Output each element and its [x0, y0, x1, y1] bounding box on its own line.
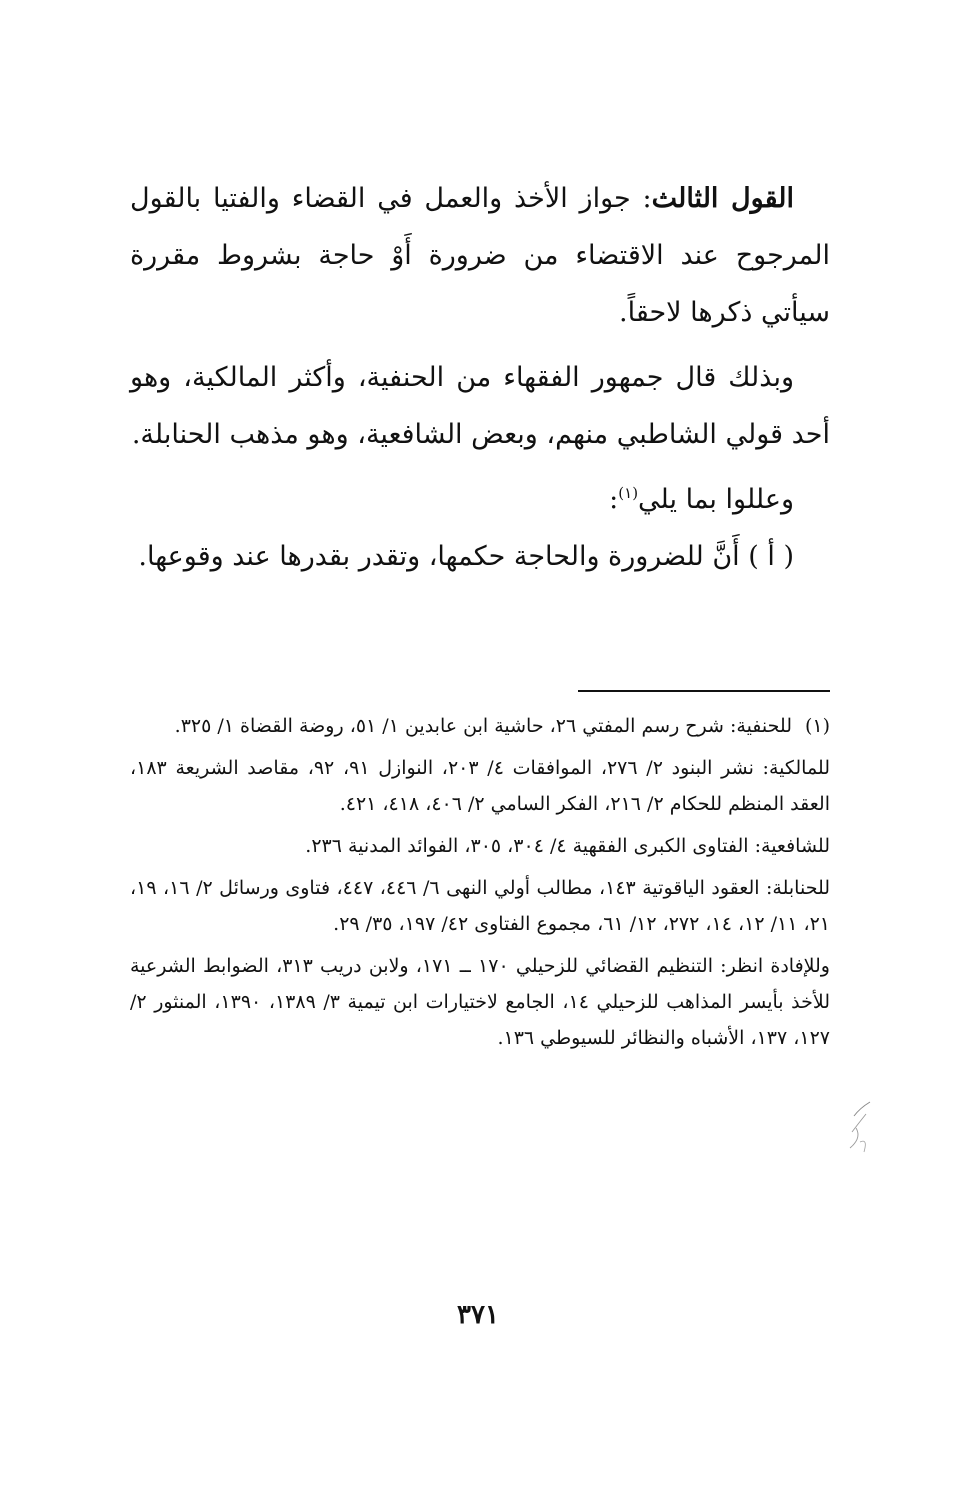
- footnote-maliki: للمالكية: نشر البنود ٢/ ٢٧٦، الموافقات ٤/ ٢٠٣، النوازل ٩١، ٩٢، مقاصد الشريعة ١٨٣، العقد المنظم للحكام ٢/ ٢١٦، الفكر السامي ٢/ ٤٠٦، ٤١٨، ٤٢١.: [130, 757, 831, 815]
- main-text: [130, 170, 830, 585]
- paragraph-point-a: ( أ ) أَنَّ للضرورة والحاجة حكمها، وتقدر بقدرها عند وقوعها.: [138, 541, 794, 572]
- footnote-shafii: للشافعية: الفتاوى الكبرى الفقهية ٤/ ٣٠٤، ٣٠٥، الفوائد المدنية ٢٣٦.: [305, 835, 830, 857]
- footnote-number: (١): [804, 715, 830, 737]
- third-opinion-text: : جواز الأخذ والعمل في القضاء والفتيا بالقول المرجوح عند الاقتضاء من ضرورة أَوْ حاجة بشروط مقررة سيأتي ذكرها لاحقاً.: [130, 183, 830, 328]
- margin-pencil-mark-icon: [840, 1098, 884, 1158]
- justification-text: وعللوا بما يلي: [638, 484, 794, 515]
- footnote-further-reading: وللإفادة انظر: التنظيم القضائي للزحيلي ١٧٠ ــ ١٧١، ولابن دريب ٣١٣، الضوابط الشرعية للأخذ بأيسر المذاهب للزحيلي ١٤، الجامع لاختيارات ابن تيمية ٣/ ١٣٨٩، ١٣٩٠، المنثور ٢/ ١٢٧، ١٣٧، الأشباه والنظائر للسيوطي ١٣٦.: [130, 955, 831, 1049]
- page-number: ٣٧١: [457, 1300, 499, 1330]
- justification-colon: :: [609, 484, 619, 515]
- footnote-reference[interactable]: (١): [618, 484, 639, 502]
- paragraph-supporters: وبذلك قال جمهور الفقهاء من الحنفية، وأكثر المالكية، وهو أحد قولي الشاطبي منهم، وبعض الشافعية، وهو مذهب الحنابلة.: [130, 362, 830, 450]
- paragraph-gap: [130, 463, 830, 471]
- paragraph-gap: [130, 341, 830, 349]
- footnote-hanbali: للحنابلة: العقود الياقوتية ١٤٣، مطالب أولي النهى ٦/ ٤٤٦، ٤٤٧، فتاوى ورسائل ٢/ ١٦، ١٩، ٢١، ١١/ ١٢، ١٤، ٢٧٢، ١٢/ ٦١، مجموع الفتاوى ٤٢/ ١٩٧، ٣٥/ ٢٩.: [130, 877, 831, 935]
- footnote-hanafi-text: للحنفية: شرح رسم المفتي ٢٦، حاشية ابن عابدين ١/ ٥١، روضة القضاة ١/ ٣٢٥.: [174, 715, 792, 737]
- paragraph-justification: [130, 471, 830, 528]
- footnotes-block: [130, 708, 830, 1062]
- footnote-separator: [578, 690, 830, 692]
- paragraph-third-opinion: [130, 170, 830, 341]
- footnote-hanafi: [130, 708, 830, 744]
- third-opinion-term: القول الثالث: [651, 183, 794, 214]
